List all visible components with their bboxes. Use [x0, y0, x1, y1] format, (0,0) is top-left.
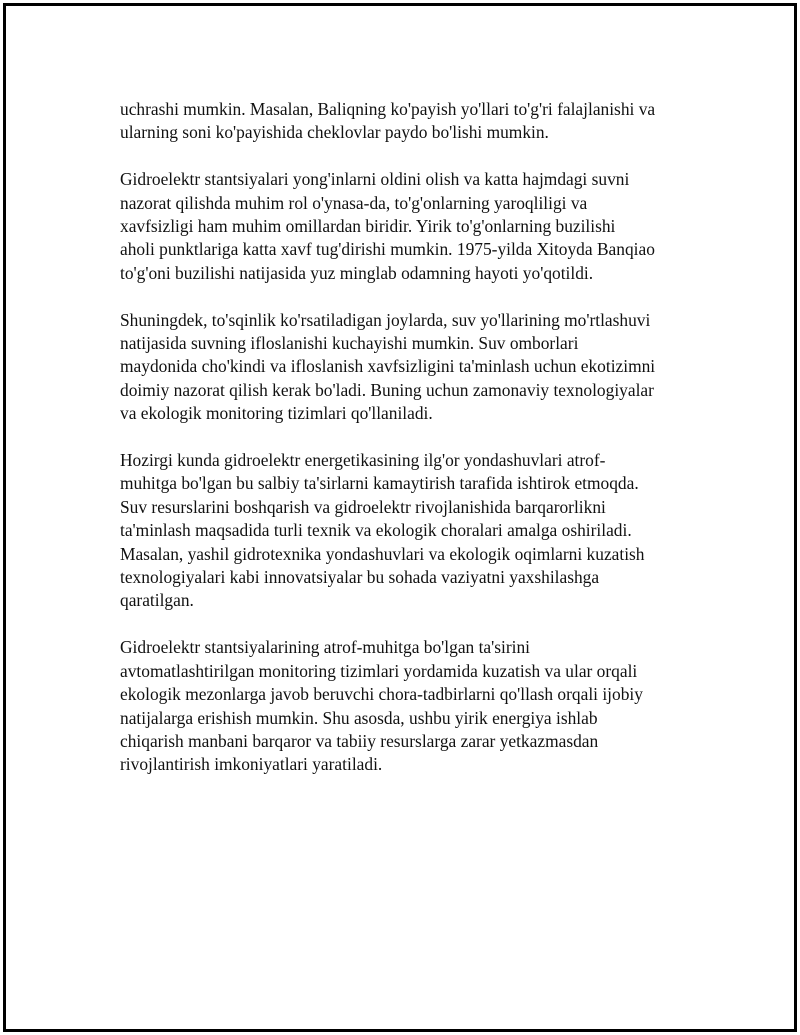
paragraph-3: Shuningdek, to'sqinlik ko'rsatiladigan joylarda, suv yo'llarining mo'rtlashuvi natijasida suvning ifloslanishi kuchayishi mumkin. Suv omborlari maydonida cho'kindi va ifloslanish xavfsizligini ta'minlash uchun ekotizimni doimiy nazorat qilish kerak bo'ladi. Buning uchun zamonaviy texnologiyalar va ekologik monitoring tizimlari qo'llaniladi.: [120, 309, 656, 424]
document-body: [120, 98, 700, 800]
paragraph-2: Gidroelektr stantsiyalari yong'inlarni oldini olish va katta hajmdagi suvni nazorat qilishda muhim rol o'ynasa-da, to'g'onlarning yaroqliligi va xavfsizligi ham muhim omillardan biridir. Yirik to'g'onlarning buzilishi aholi punktlariga katta xavf tug'dirishi mumkin. 1975-yilda Xitoyda Banqiao to'g'oni buzilishi natijasida yuz minglab odamning hayoti yo'qotildi.: [120, 169, 655, 283]
paragraph-4: Hozirgi kunda gidroelektr energetikasining ilg'or yondashuvlari atrof- muhitga bo'lgan bu salbiy ta'sirlarni kamaytirish tarafida ishtirok etmoqda. Suv resurslarini boshqarish va gidroelektr rivojlanishida barqarorlikni ta'minlash maqsadida turli texnik va ekologik choralari amalga oshiriladi. Masalan, yashil gidrotexnika yondashuvlari va ekologik oqimlarni kuzatish texnologiyalari kabi innovatsiyalar bu sohada vaziyatni yaxshilashga qaratilgan.: [120, 450, 645, 611]
page-frame: [3, 3, 797, 1032]
paragraph-5: Gidroelektr stantsiyalarining atrof-muhitga bo'lgan ta'sirini avtomatlashtirilgan monitoring tizimlari yordamida kuzatish va ular orqali ekologik mezonlarga javob beruvchi chora-tadbirlarni qo'llash orqali ijobiy natijalarga erishish mumkin. Shu asosda, ushbu yirik energiya ishlab chiqarish manbani barqaror va tabiiy resurslarga zarar yetkazmasdan rivojlantirish imkoniyatlari yaratiladi.: [120, 637, 643, 775]
paragraph-1: uchrashi mumkin. Masalan, Baliqning ko'payish yo'llari to'g'ri falajlanishi va ularning soni ko'payishida cheklovlar paydo bo'lishi mumkin.: [120, 99, 656, 143]
